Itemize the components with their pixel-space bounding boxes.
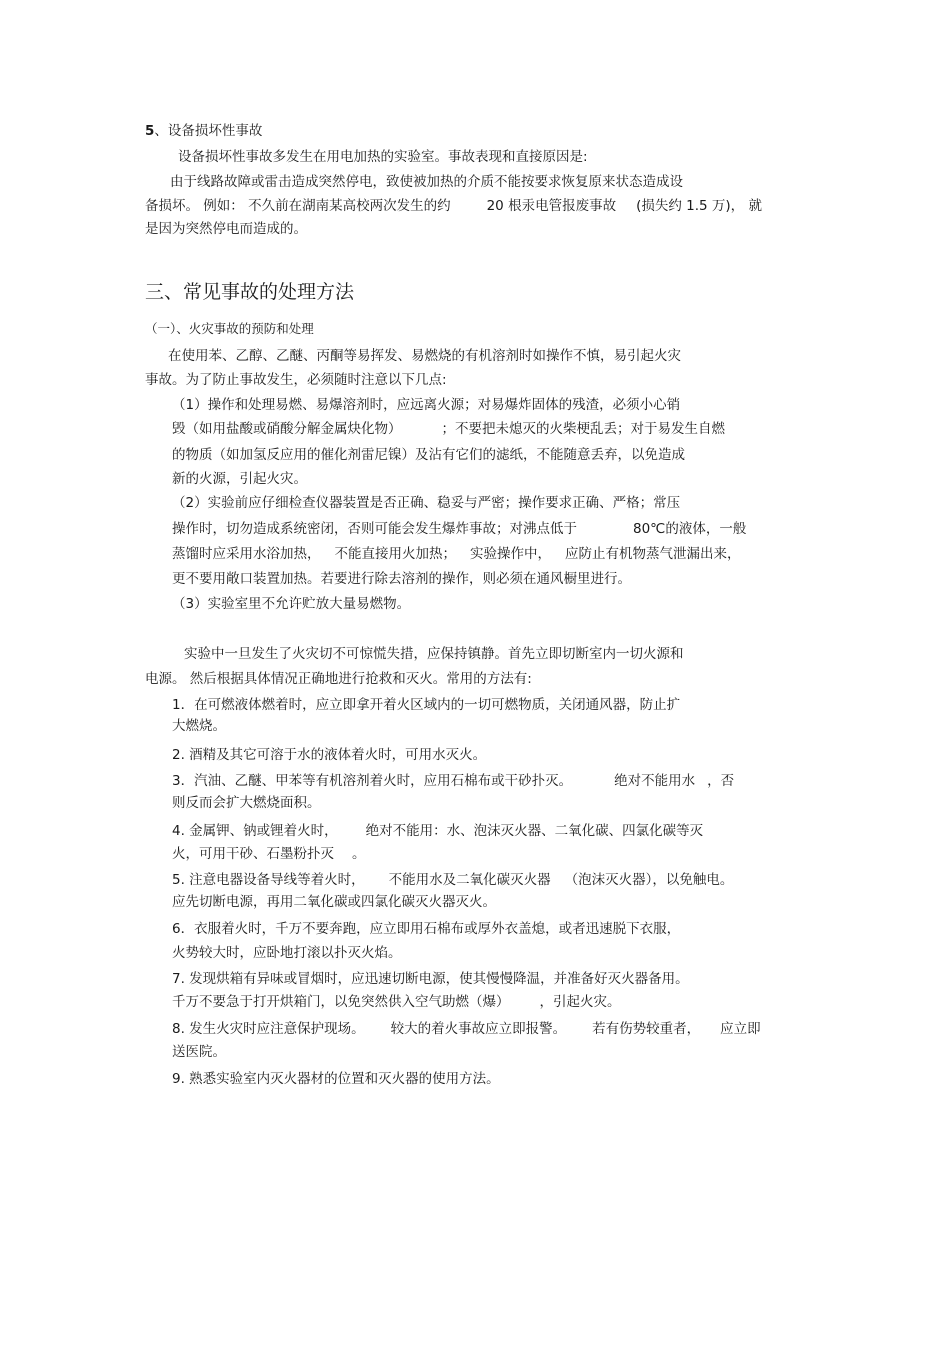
text-run: 5. 注意电器设备导线等着火时，	[172, 872, 365, 888]
section-title	[145, 122, 262, 140]
paragraph-line	[145, 197, 762, 215]
list-item	[172, 772, 734, 790]
paragraph-line	[172, 420, 725, 438]
text-run: 80℃的液体，一般	[633, 521, 747, 537]
text-run: 备损坏。 例如： 不久前在湖南某高校两次发生的约	[145, 198, 451, 214]
text-run: 蒸馏时应采用水浴加热，	[172, 546, 321, 562]
list-item: 7. 发现烘箱有异味或冒烟时，应迅速切断电源，使其慢慢降温，并准备好灭火器备用。	[172, 971, 689, 987]
paragraph-line	[172, 520, 746, 538]
list-item: 1．在可燃液体燃着时，应立即拿开着火区域内的一切可燃物质，关闭通风器，防止扩	[172, 697, 681, 713]
paragraph-line: 实验中一旦发生了火灾切不可惊慌失措，应保持镇静。首先立即切断室内一切火源和	[184, 646, 684, 662]
page-heading: 三、常见事故的处理方法	[145, 281, 355, 303]
text-run: 火，可用干砂、石墨粉扑灭	[172, 846, 334, 862]
section-number: 5	[145, 123, 155, 139]
text-run: ，以免触电。	[652, 872, 734, 888]
paragraph-line: 由于线路故障或雷击造成突然停电，致使被加热的介质不能按要求恢复原来状态造成设	[170, 174, 683, 190]
text-run: 较大的着火事故应立即报警。	[390, 1021, 567, 1037]
list-item-continuation: 大燃烧。	[172, 718, 226, 734]
paragraph-line: 是因为突然停电而造成的。	[145, 221, 307, 237]
list-item	[172, 1020, 761, 1038]
list-item-continuation: 送医院。	[172, 1044, 226, 1060]
list-item-continuation: 火势较大时，应卧地打滚以扑灭火焰。	[172, 945, 402, 961]
text-run: 应防止有机物蒸气泄漏出来，	[565, 546, 741, 562]
text-run: 绝对不能用水	[614, 773, 696, 789]
text-run: 不能直接用火加热；	[334, 546, 456, 562]
text-run: 不能用水及二氧化碳灭火器	[388, 872, 551, 888]
list-item-continuation: 应先切断电源，再用二氧化碳或四氯化碳灭火器灭火。	[172, 894, 496, 910]
list-item: 6．衣服着火时，千万不要奔跑，应立即用石棉布或厚外衣盖熄，或者迅速脱下衣服，	[172, 921, 681, 937]
text-run: ，否	[707, 773, 735, 789]
paragraph-line: 更不要用敞口装置加热。若要进行除去溶剂的操作，则必须在通风橱里进行。	[172, 571, 631, 587]
paragraph-line: 电源。 然后根据具体情况正确地进行抢救和灭火。常用的方法有:	[145, 671, 532, 687]
text-run: 20 根汞电管报废事故	[486, 198, 617, 214]
list-item	[172, 871, 733, 889]
text-run: 实验操作中，	[470, 546, 551, 562]
list-item: 2. 酒精及其它可溶于水的液体着火时，可用水灭火。	[172, 747, 487, 763]
paragraph-line: 的物质（如加氢反应用的催化剂雷尼镍）及沾有它们的滤纸，不能随意丢弃，以免造成	[172, 447, 685, 463]
text-run: 8. 发生火灾时应注意保护现场。	[172, 1021, 365, 1037]
text-run: 3．汽油、乙醚、甲苯等有机溶剂着火时，应用石棉布或干砂扑灭。	[172, 773, 573, 789]
paragraph-line: （3）实验室里不允许贮放大量易燃物。	[172, 596, 411, 612]
text-run: （泡沫灭火器）	[564, 872, 653, 888]
list-item: 9. 熟悉实验室内灭火器材的位置和灭火器的使用方法。	[172, 1071, 500, 1087]
text-run: 若有伤势较重者，	[592, 1021, 701, 1037]
text-run: 操作时，切勿造成系统密闭，否则可能会发生爆炸事故；对沸点低于	[172, 521, 577, 537]
subheading: （一）、火灾事故的预防和处理	[145, 321, 314, 336]
paragraph-line: 在使用苯、乙醇、乙醚、丙酮等易挥发、易燃烧的有机溶剂时如操作不慎，易引起火灾	[168, 348, 681, 364]
paragraph-line: （2）实验前应仔细检查仪器装置是否正确、稳妥与严密；操作要求正确、严格；常压	[172, 495, 681, 511]
paragraph-line: 设备损坏性事故多发生在用电加热的实验室。事故表现和直接原因是:	[178, 149, 588, 165]
list-item-continuation: 则反而会扩大燃烧面积。	[172, 795, 321, 811]
text-run: (损失约 1.5 万)， 就	[636, 198, 762, 214]
text-run: 。	[352, 846, 366, 862]
text-run: ；不要把未熄灭的火柴梗乱丢；对于易发生自燃	[441, 421, 725, 437]
text-run: 4. 金属钾、钠或锂着火时，	[172, 823, 338, 839]
section-title-text: 、设备损坏性事故	[154, 123, 263, 139]
paragraph-line: （1）操作和处理易燃、易爆溶剂时，应远离火源；对易爆炸固体的残渣，必须小心销	[172, 397, 681, 413]
list-item-continuation	[172, 845, 366, 863]
text-run: 绝对不能用：水、泡沫灭火器、二氧化碳、四氯化碳等灭	[365, 823, 704, 839]
text-run: 毁（如用盐酸或硝酸分解金属炔化物）	[172, 421, 402, 437]
paragraph-line	[172, 545, 741, 563]
text-run: 千万不要急于打开烘箱门，以免突然供入空气助燃（爆）	[172, 994, 510, 1010]
list-item-continuation	[172, 993, 621, 1011]
paragraph-line: 事故。为了防止事故发生，必须随时注意以下几点:	[145, 372, 447, 388]
list-item	[172, 822, 703, 840]
text-run: 应立即	[720, 1021, 761, 1037]
text-run: ，引起火灾。	[539, 994, 621, 1010]
paragraph-line: 新的火源，引起火灾。	[172, 471, 307, 487]
